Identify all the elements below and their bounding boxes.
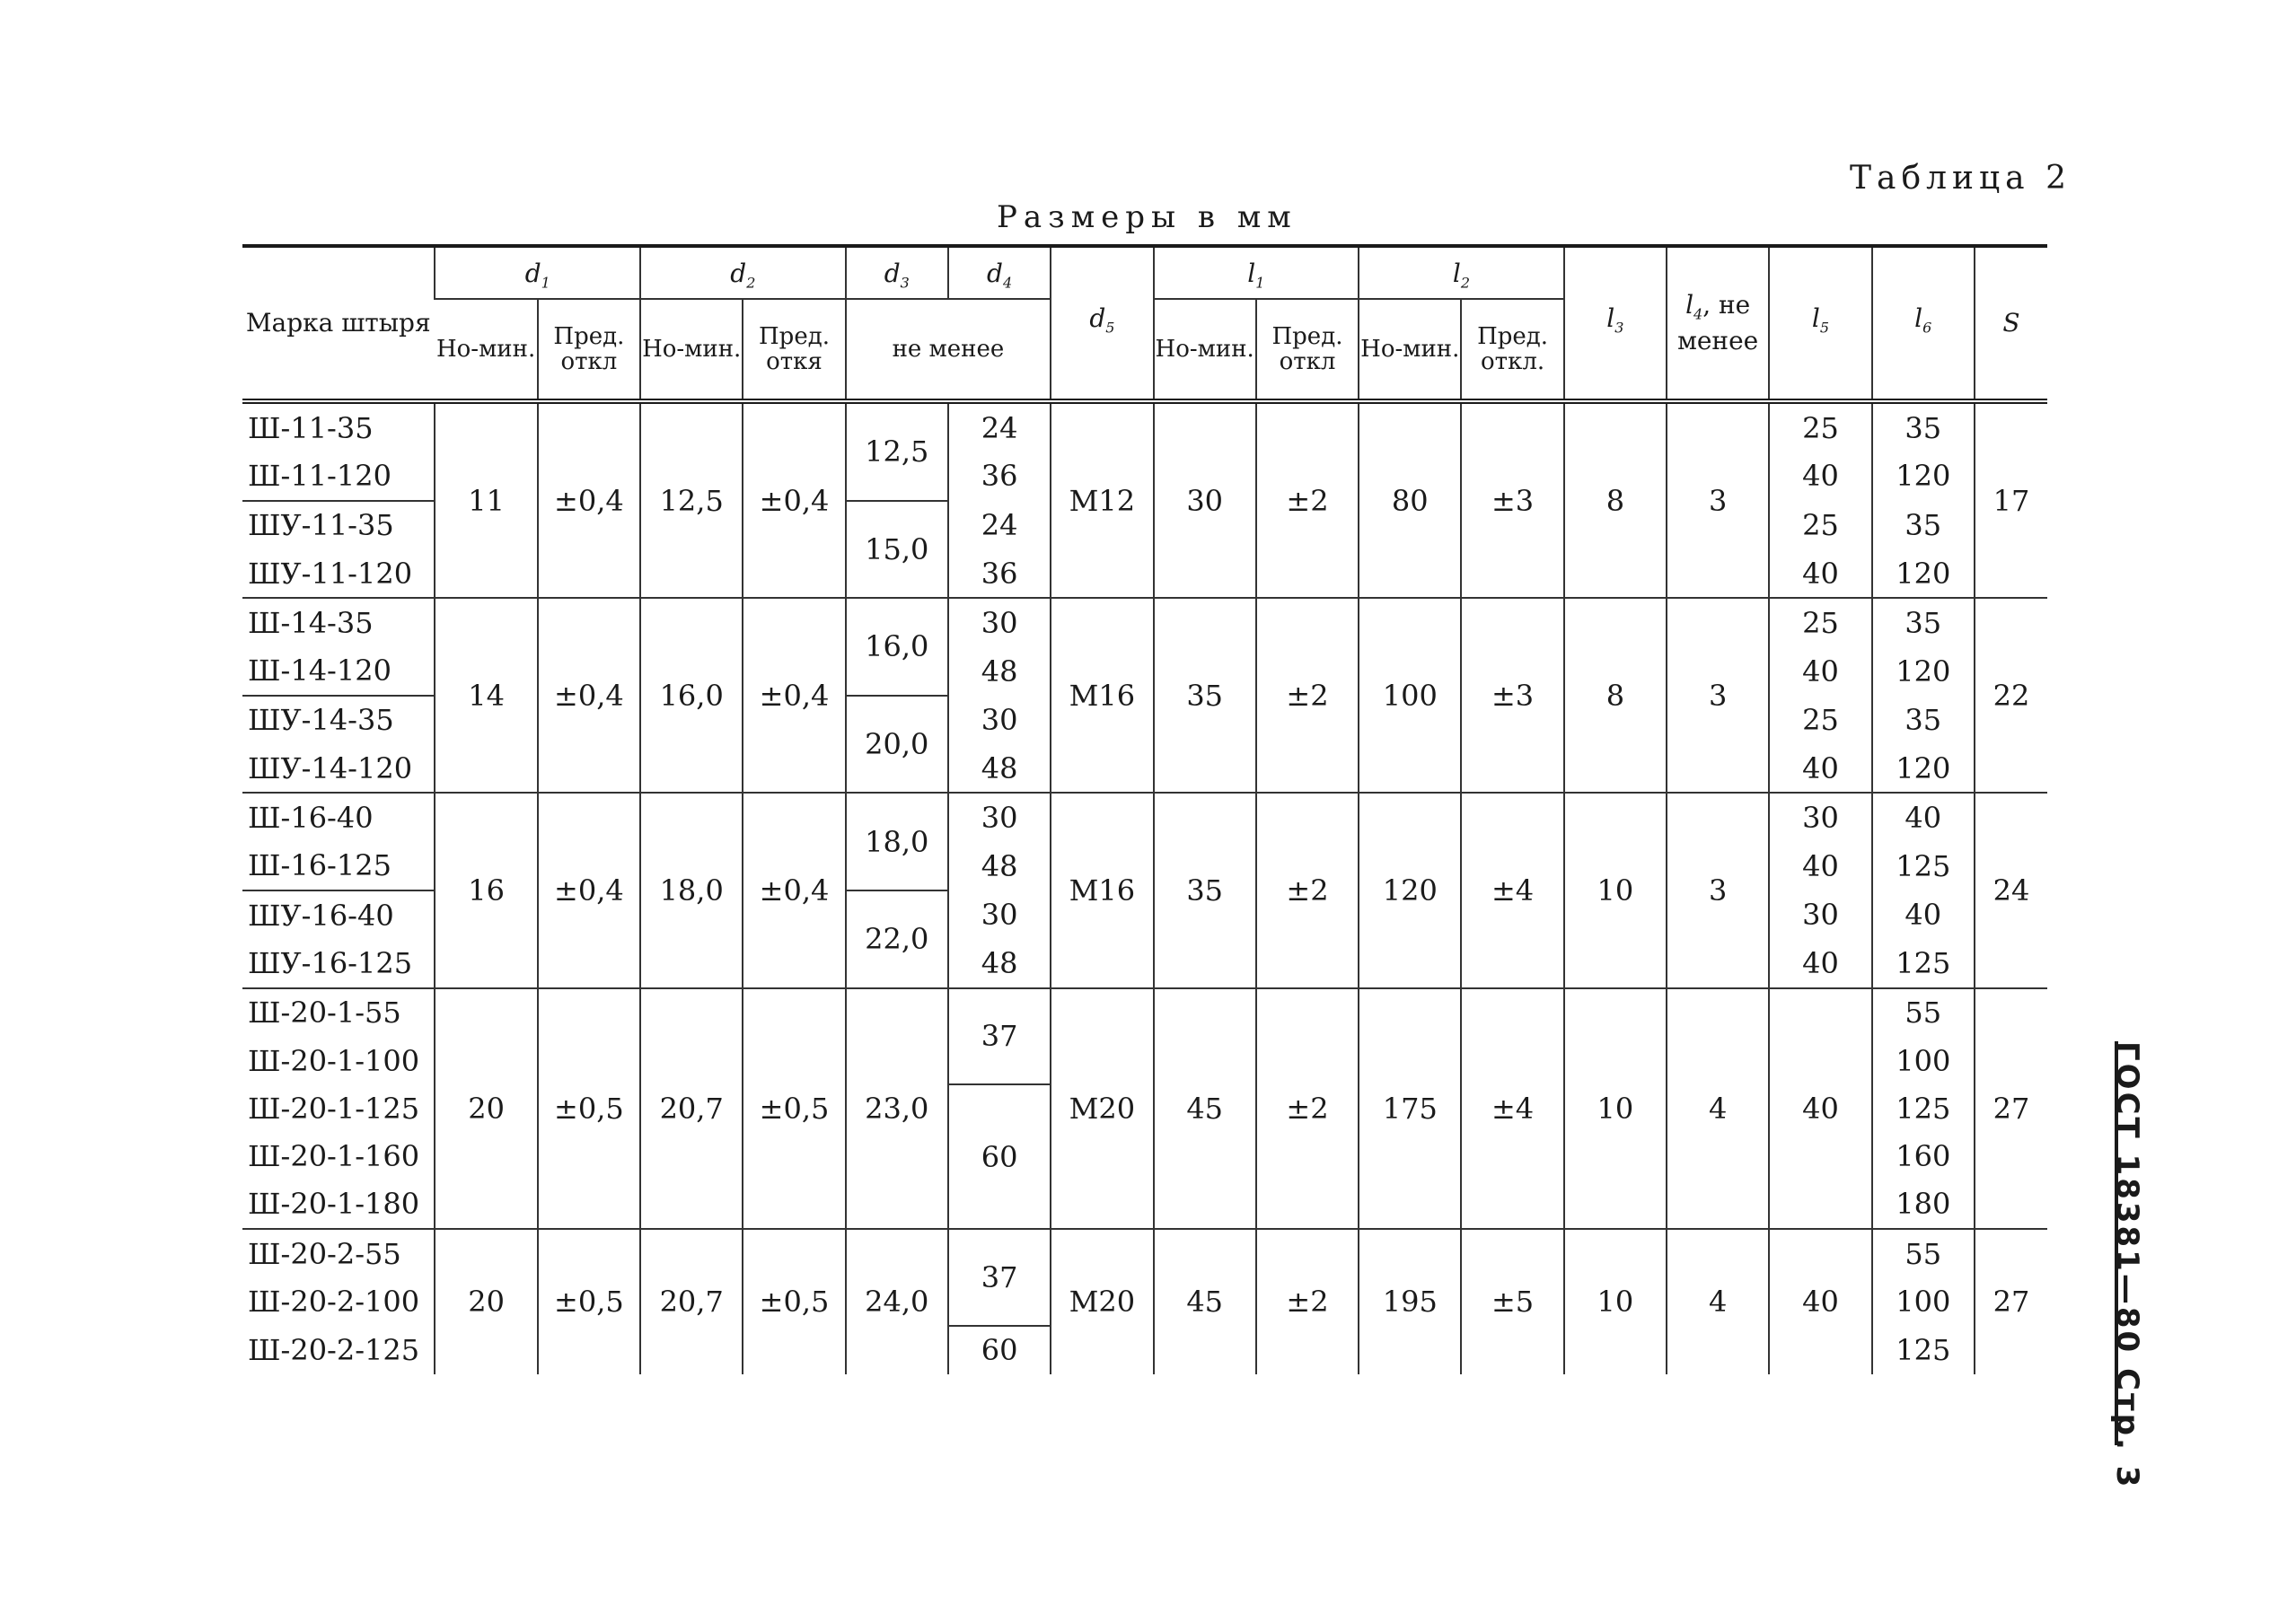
header-l5: $l_5$ <box>1769 246 1871 401</box>
mark-cell: Ш-20-1-160 <box>248 1139 420 1174</box>
d4-cell: 60 <box>948 1084 1051 1229</box>
mark-cell: Ш-16-40 <box>248 801 374 836</box>
d4-cell: 37 <box>948 988 1051 1085</box>
l5-cell: 40 <box>1769 549 1871 598</box>
table-row <box>242 793 2047 841</box>
l1-tol-cell: ±2 <box>1256 401 1359 598</box>
l1-nom-cell: 35 <box>1154 598 1256 793</box>
mark-cell: Ш-11-35 <box>248 410 374 445</box>
d3-cell: 15,0 <box>846 501 948 599</box>
table-number-label: Таблица 2 <box>1850 160 2072 197</box>
header-s: S <box>1975 246 2047 401</box>
l5-cell: 30 <box>1769 890 1871 939</box>
header-d2-tol: Пред. откя <box>743 299 845 401</box>
l5-cell: 40 <box>1769 452 1871 500</box>
d2-tol-cell: ±0,4 <box>743 401 845 598</box>
mark-cell: Ш-20-2-55 <box>248 1236 401 1271</box>
l6-cell: 125 <box>1872 1326 1975 1374</box>
l1-tol-cell: ±2 <box>1256 1229 1359 1374</box>
d2-nom-cell: 20,7 <box>640 988 743 1229</box>
l3-cell: 10 <box>1564 793 1667 987</box>
units-label: Размеры в мм <box>997 199 1298 235</box>
d1-nom-cell: 20 <box>435 1229 537 1374</box>
d3-cell: 24,0 <box>846 1229 948 1374</box>
header-l1: $l_1$ <box>1154 246 1359 299</box>
d1-tol-cell: ±0,5 <box>538 988 640 1229</box>
header-d5: $d_5$ <box>1051 246 1153 401</box>
d3-cell: 20,0 <box>846 696 948 794</box>
l1-tol-cell: ±2 <box>1256 988 1359 1229</box>
l5-cell: 25 <box>1769 696 1871 744</box>
d3-cell: 22,0 <box>846 890 948 988</box>
l6-cell: 125 <box>1872 842 1975 890</box>
d2-nom-cell: 18,0 <box>640 793 743 987</box>
l5-cell: 40 <box>1769 744 1871 793</box>
mark-cell: ШУ-14-120 <box>242 744 435 793</box>
d4-cell: 48 <box>948 744 1051 793</box>
mark-cell: Ш-20-1-125 <box>248 1091 420 1126</box>
d4-cell: 30 <box>948 598 1051 646</box>
d1-tol-cell: ±0,4 <box>538 401 640 598</box>
l4-cell: 4 <box>1667 988 1769 1229</box>
d4-cell: 30 <box>948 890 1051 939</box>
l2-tol-cell: ±4 <box>1461 793 1563 987</box>
pin-dimensions-table <box>242 244 2047 1374</box>
header-d2-nom: Но-мин. <box>640 299 743 401</box>
s-cell: 17 <box>1975 401 2047 598</box>
l5-cell: 40 <box>1769 1229 1871 1374</box>
d2-tol-cell: ±0,4 <box>743 598 845 793</box>
l2-nom-cell: 100 <box>1359 598 1461 793</box>
d1-tol-cell: ±0,5 <box>538 1229 640 1374</box>
d5-cell: М20 <box>1051 988 1153 1229</box>
d2-tol-cell: ±0,5 <box>743 988 845 1229</box>
mark-cell: Ш-11-120 <box>242 452 435 500</box>
l6-cell: 55 <box>1872 988 1975 1037</box>
header-d2: $d_2$ <box>640 246 846 299</box>
l5-cell: 40 <box>1769 939 1871 987</box>
l6-cell: 40 <box>1872 793 1975 841</box>
d2-nom-cell: 16,0 <box>640 598 743 793</box>
l1-tol-cell: ±2 <box>1256 793 1359 987</box>
s-cell: 27 <box>1975 1229 2047 1374</box>
l2-nom-cell: 120 <box>1359 793 1461 987</box>
d4-cell: 36 <box>948 549 1051 598</box>
s-cell: 24 <box>1975 793 2047 987</box>
l6-cell: 40 <box>1872 890 1975 939</box>
l2-nom-cell: 80 <box>1359 401 1461 598</box>
l5-cell: 25 <box>1769 401 1871 452</box>
l6-cell: 35 <box>1872 598 1975 646</box>
d2-tol-cell: ±0,5 <box>743 1229 845 1374</box>
l6-cell: 55 <box>1872 1229 1975 1277</box>
l4-cell: 3 <box>1667 598 1769 793</box>
d4-cell: 24 <box>948 501 1051 549</box>
l6-cell: 120 <box>1872 646 1975 695</box>
l5-cell: 25 <box>1769 598 1871 646</box>
mark-cell: Ш-14-35 <box>248 605 374 640</box>
l6-cell: 35 <box>1872 401 1975 452</box>
header-d1-tol: Пред. откл <box>538 299 640 401</box>
table-row <box>242 1229 2047 1277</box>
side-standard-label <box>2109 1041 2160 1490</box>
d5-cell: М12 <box>1051 401 1153 598</box>
l2-nom-cell: 195 <box>1359 1229 1461 1374</box>
s-cell: 22 <box>1975 598 2047 793</box>
d3-cell: 23,0 <box>846 988 948 1229</box>
l5-cell: 40 <box>1769 988 1871 1229</box>
d1-nom-cell: 20 <box>435 988 537 1229</box>
mark-cell: ШУ-16-125 <box>242 939 435 987</box>
d4-cell: 48 <box>948 842 1051 890</box>
header-l2-nom: Но-мин. <box>1359 299 1461 401</box>
d2-nom-cell: 12,5 <box>640 401 743 598</box>
l1-nom-cell: 35 <box>1154 793 1256 987</box>
header-d1-nom: Но-мин. <box>435 299 537 401</box>
l3-cell: 8 <box>1564 401 1667 598</box>
l1-nom-cell: 45 <box>1154 988 1256 1229</box>
d4-cell: 37 <box>948 1229 1051 1326</box>
header-l1-nom: Но-мин. <box>1154 299 1256 401</box>
l3-cell: 10 <box>1564 1229 1667 1374</box>
d2-tol-cell: ±0,4 <box>743 793 845 987</box>
mark-cell: ШУ-14-35 <box>248 703 394 738</box>
d1-tol-cell: ±0,4 <box>538 793 640 987</box>
mark-cell: Ш-20-1-55 <box>248 996 401 1031</box>
l5-cell: 40 <box>1769 842 1871 890</box>
header-l2-tol: Пред. откл. <box>1461 299 1563 401</box>
l2-tol-cell: ±5 <box>1461 1229 1563 1374</box>
d1-nom-cell: 14 <box>435 598 537 793</box>
l5-cell: 40 <box>1769 646 1871 695</box>
standard-page-text: ГОСТ 18381—80 Стр. 3 <box>2109 1041 2145 1490</box>
d4-cell: 30 <box>948 793 1051 841</box>
l3-cell: 8 <box>1564 598 1667 793</box>
l4-cell: 3 <box>1667 401 1769 598</box>
l1-nom-cell: 45 <box>1154 1229 1256 1374</box>
table-row <box>242 988 2047 1037</box>
l6-cell: 160 <box>1872 1132 1975 1180</box>
l6-cell: 120 <box>1872 549 1975 598</box>
d5-cell: М20 <box>1051 1229 1153 1374</box>
l3-cell: 10 <box>1564 988 1667 1229</box>
l2-tol-cell: ±3 <box>1461 401 1563 598</box>
l6-cell: 120 <box>1872 452 1975 500</box>
header-d1: $d_1$ <box>435 246 640 299</box>
mark-cell: ШУ-16-40 <box>248 898 394 933</box>
l6-cell: 125 <box>1872 1084 1975 1132</box>
d4-cell: 36 <box>948 452 1051 500</box>
header-d3: $d_3$ <box>846 246 948 299</box>
l1-tol-cell: ±2 <box>1256 598 1359 793</box>
d1-nom-cell: 16 <box>435 793 537 987</box>
header-l1-tol: Пред. откл <box>1256 299 1359 401</box>
l6-cell: 120 <box>1872 744 1975 793</box>
header-l2: $l_2$ <box>1359 246 1564 299</box>
table-row <box>242 401 2047 452</box>
l6-cell: 35 <box>1872 501 1975 549</box>
mark-cell: Ш-16-125 <box>242 842 435 890</box>
l6-cell: 100 <box>1872 1037 1975 1084</box>
header-mark: Марка штыря <box>242 246 435 401</box>
d3-cell: 12,5 <box>846 401 948 501</box>
l6-cell: 125 <box>1872 939 1975 987</box>
d2-nom-cell: 20,7 <box>640 1229 743 1374</box>
l2-tol-cell: ±4 <box>1461 988 1563 1229</box>
mark-cell: ШУ-11-120 <box>242 549 435 598</box>
header-l6: $l_6$ <box>1872 246 1975 401</box>
s-cell: 27 <box>1975 988 2047 1229</box>
l4-cell: 4 <box>1667 1229 1769 1374</box>
header-d4: $d_4$ <box>948 246 1051 299</box>
mark-cell: Ш-20-1-100 <box>248 1043 420 1078</box>
mark-cell: ШУ-11-35 <box>248 508 394 543</box>
l4-cell: 3 <box>1667 793 1769 987</box>
d4-cell: 30 <box>948 696 1051 744</box>
header-l3: $l_3$ <box>1564 246 1667 401</box>
d5-cell: М16 <box>1051 598 1153 793</box>
mark-cell: Ш-20-1-180 <box>242 1180 435 1229</box>
table-row <box>242 598 2047 646</box>
l6-cell: 100 <box>1872 1277 1975 1325</box>
d4-cell: 24 <box>948 401 1051 452</box>
d4-cell: 48 <box>948 646 1051 695</box>
d4-cell: 48 <box>948 939 1051 987</box>
l2-nom-cell: 175 <box>1359 988 1461 1229</box>
mark-cell: Ш-20-2-100 <box>248 1284 420 1319</box>
header-row-symbols <box>242 246 2047 299</box>
mark-cell: Ш-20-2-125 <box>248 1332 420 1367</box>
d5-cell: М16 <box>1051 793 1153 987</box>
l5-cell: 30 <box>1769 793 1871 841</box>
header-d3-d4-min: не менее <box>846 299 1051 401</box>
d3-cell: 18,0 <box>846 793 948 890</box>
d1-tol-cell: ±0,4 <box>538 598 640 793</box>
d4-cell: 60 <box>948 1326 1051 1374</box>
l1-nom-cell: 30 <box>1154 401 1256 598</box>
header-l4: $l_4$, не менее <box>1667 246 1769 401</box>
mark-cell: Ш-14-120 <box>242 646 435 695</box>
l6-cell: 180 <box>1872 1180 1975 1229</box>
l5-cell: 25 <box>1769 501 1871 549</box>
l6-cell: 35 <box>1872 696 1975 744</box>
d1-nom-cell: 11 <box>435 401 537 598</box>
d3-cell: 16,0 <box>846 598 948 696</box>
l2-tol-cell: ±3 <box>1461 598 1563 793</box>
